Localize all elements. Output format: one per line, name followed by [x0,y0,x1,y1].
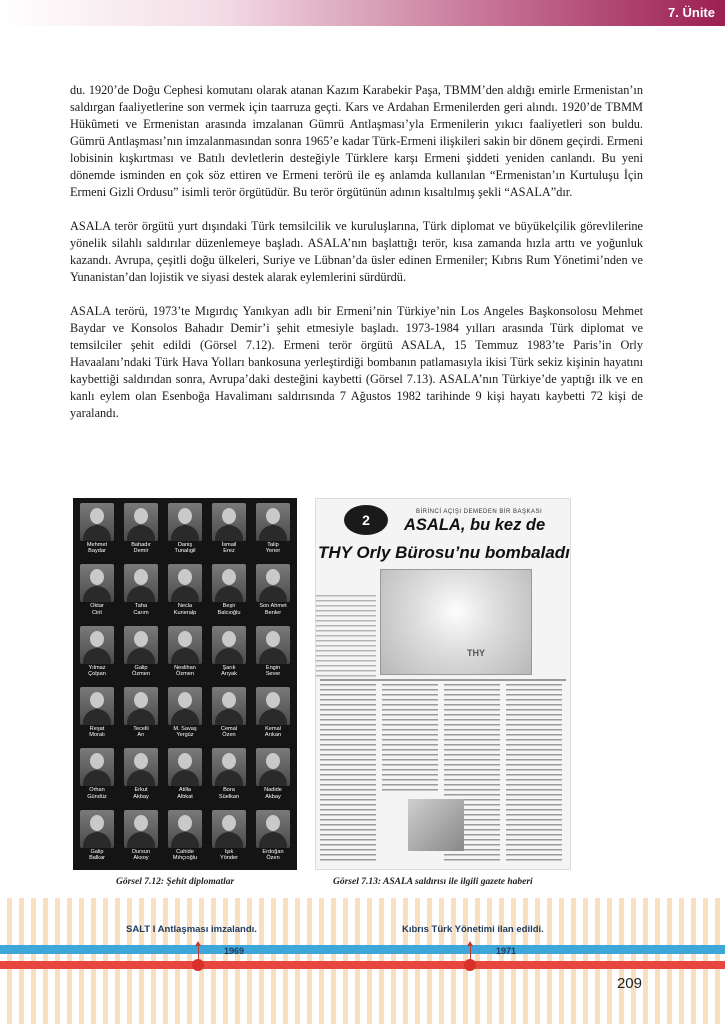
portrait-photo [256,748,290,786]
diplomat-portrait-card [164,746,206,805]
portrait-photo [168,748,202,786]
diplomat-portrait-card [76,808,118,867]
portrait-photo [80,503,114,541]
diplomat-portrait-card [208,624,250,683]
portrait-photo [168,564,202,602]
diplomat-name: Şarık Arıyak [221,664,237,678]
timeline-event-label: SALT I Antlaşması imzalandı. [126,924,257,935]
portrait-photo [256,810,290,848]
newspaper-side-text [316,595,376,677]
caption-fig-7-12: Görsel 7.12: Şehit diplomatlar [116,877,235,887]
portrait-photo [212,748,246,786]
timeline-blue-bar [0,945,725,954]
diplomat-portrait-card [76,685,118,744]
diplomat-name: Daniş Tunalıgil [174,542,196,555]
portrait-photo [124,503,158,541]
diplomat-name: Cemal Özen [220,725,238,739]
portrait-photo [124,810,158,848]
body-text [70,82,643,439]
portrait-photo [124,564,158,602]
portrait-photo [80,564,114,602]
diplomat-name: Orhan Gündüz [87,787,107,800]
portrait-photo [256,687,290,725]
diplomat-portrait-card [208,685,250,744]
diplomat-name: Işık Yönder [219,848,239,862]
diplomat-portrait-card [252,808,294,867]
timeline-marker [464,959,476,971]
diplomat-name: M. Savaş Yergüz [173,725,197,739]
diplomat-name: Necla Kuneralp [173,603,197,616]
diplomat-name: Erkut Akbay [133,787,149,800]
diplomat-portrait-card [252,746,294,805]
timeline-arrow [198,944,199,960]
diplomat-portrait-card [208,562,250,621]
diplomat-portrait-card [164,562,206,621]
timeline-marker [192,959,204,971]
diplomat-portrait-card [120,501,162,560]
timeline-red-bar [0,961,725,969]
diplomat-name: Atilla Altıkat [177,787,193,800]
paragraph: du. 1920’de Doğu Cephesi komutanı olarak atanan Kazım Karabekir Paşa, TBMM’den aldığı emirle Ermenistan’ın saldırgan faaliyetlerine son vermek için taarruza geçti. Kars ve Ardahan Ermenilerden geri alındı. 1920’de TBMM Hükûmeti ve Ermenistan arasında imzalanan Gümrü Antlaşması’yla Ermenilerin yıkıcı faaliyetleri son buldu. Gümrü Antlaşması’nın imzalanmasından sonra 1965’e kadar Türk-Ermeni ilişkileri sakin bir dönem geçirdi. Ermeni lobisinin kışkırtması ve Batılı devletlerin desteğiyle Türklere karşı Ermeni şiddeti yeniden canlandı. Bu yeni dönemde isminden en çok söz ettiren ve Ermeni terörü ile eş anlamda kullanılan “Ermenistan’ın Kurtuluşu İçin Ermeni Gizli Ordusu” isimli terör örgütüdür. Bu terör örgütünün adının kısaltılmış şekli “ASALA”dır. [70,83,643,199]
portrait-photo [212,687,246,725]
portrait-photo [212,626,246,664]
diplomat-portrait-card [120,808,162,867]
diplomat-name: Son Ahmet Benler [259,603,287,616]
diplomat-name: Bora Süelkan [218,787,240,800]
paragraph: ASALA terör örgütü yurt dışındaki Türk temsilcilik ve kuruluşlarına, Türk diplomat ve büyükelçilik görevlilerine yönelik silahlı saldırılar düzenlemeye başladı. ASALA’nın başlattığı terör, kısa zamanda hızla arttı ve yoğunluk kazandı. Avrupa, çeşitli doğu ülkeleri, Suriye ve Lübnan’da üsler edinen Ermeniler; Kıbrıs Rum Yönetimi’nden ve Yunanistan’dan lojistik ve siyasi destek alarak eylemlerini sürdürdü. [70,219,643,284]
newspaper-photo-label: THY [467,648,485,658]
portrait-photo [80,748,114,786]
diplomat-name: Oktar Cirit [90,603,104,616]
newspaper-kicker: BİRİNCİ AÇIŞI DEMEDEN BİR BAŞKASI [416,509,543,515]
portrait-photo [256,503,290,541]
diplomat-portrait-card [120,624,162,683]
portrait-photo [168,687,202,725]
diplomat-portrait-card [208,808,250,867]
portrait-photo [212,503,246,541]
diplomat-name: Galip Balkar [89,848,105,862]
newspaper-badge: 2 [344,505,388,535]
portrait-photo [124,748,158,786]
newspaper-column [320,684,376,864]
timeline-arrow [470,944,471,960]
portrait-photo [256,564,290,602]
diplomat-portrait-card [164,685,206,744]
diplomat-name: Taha Carım [133,603,149,616]
portrait-photo [212,810,246,848]
portrait-photo [256,626,290,664]
diplomat-name: Kemal Arıkan [264,725,282,739]
paragraph: ASALA terörü, 1973’te Mıgırdıç Yanıkyan adlı bir Ermeni’nin Türkiye’nin Los Angeles Başkonsolosu Mehmet Baydar ve Konsolos Bahadır Demir’i şehit etmesiyle başladı. 1973-1984 yılları arasında Türk diplomat ve temsilciler şehit edildi (Görsel 7.12). Ermeni terör örgütü ASALA, 15 Temmuz 1983’te Paris’in Orly Havaalanı’ndaki Türk Hava Yolları bankosuna yerleştirdiği bombanın patlamasıyla ikisi Türk sekiz kişinin hayatını kaybettiği saldırıdan sonra, Avrupa’daki desteğini kaybetti (Görsel 7.13). ASALA’nın Türkiye’de yaptığı ilk ve en kanlı eylem olan Esenboğa Havalimanı saldırısında 7 Ağustos 1982 tarihinde 9 kişi hayatı kaybetti 72 kişi de yaralandı. [70,304,643,420]
diplomat-name: Beşir Balcıoğlu [217,603,241,616]
diplomat-portrait-card [252,624,294,683]
unit-label: 7. Ünite [668,5,715,20]
timeline-event-label: Kıbrıs Türk Yönetimi ilan edildi. [402,924,544,935]
diplomat-name: Bahadır Demir [131,542,151,555]
diplomat-name: Talip Yener [265,542,281,555]
diplomat-name: Mehmet Baydar [86,542,108,555]
newspaper-inset-photo [408,799,464,851]
caption-fig-7-13: Görsel 7.13: ASALA saldırısı ile ilgili gazete haberi [333,877,533,887]
martyr-diplomats-photo-grid [73,498,297,870]
timeline-year: 1969 [224,946,245,956]
diplomat-portrait-card [76,501,118,560]
newspaper-headline-line2: THY Orly Bürosu’nu bombaladı [318,543,570,562]
diplomat-portrait-card [164,808,206,867]
portrait-photo [80,687,114,725]
diplomat-portrait-card [252,501,294,560]
portrait-photo [80,626,114,664]
diplomat-name: Nadide Akbay [264,787,282,800]
diplomat-name: İsmail Erez [221,542,237,555]
diplomat-portrait-card [120,746,162,805]
diplomat-portrait-card [252,685,294,744]
diplomat-portrait-card [208,746,250,805]
diplomat-portrait-card [164,624,206,683]
diplomat-name: Erdoğan Özen [262,848,284,862]
diplomat-name: Tecelli Arı [133,725,149,739]
page-number: 209 [616,975,642,992]
newspaper-headline-line1: ASALA, bu kez de [404,516,546,534]
newspaper-photo [380,569,532,675]
portrait-photo [212,564,246,602]
diplomat-portrait-card [76,562,118,621]
diplomat-portrait-card [120,685,162,744]
top-banner [0,0,725,26]
diplomat-name: Cahide Mıhçıoğlu [172,848,198,862]
newspaper-clipping [315,498,571,870]
diplomat-name: Galip Özmen [131,664,151,678]
portrait-photo [124,687,158,725]
portrait-photo [168,503,202,541]
diplomat-portrait-card [120,562,162,621]
diplomat-portrait-card [208,501,250,560]
diplomat-portrait-card [164,501,206,560]
diplomat-name: Dursun Aksoy [131,848,151,862]
newspaper-rule [320,679,566,681]
portrait-photo [124,626,158,664]
diplomat-portrait-card [76,624,118,683]
diplomat-portrait-card [76,746,118,805]
newspaper-column [382,684,438,794]
diplomat-name: Engin Sever [265,664,281,678]
newspaper-column [506,684,562,864]
portrait-photo [168,810,202,848]
diplomat-portrait-card [252,562,294,621]
diplomat-name: Reşat Moralı [89,725,105,739]
portrait-photo [168,626,202,664]
diplomat-name: Neslihan Özmen [174,664,196,678]
portrait-photo [80,810,114,848]
timeline-year: 1971 [496,946,517,956]
diplomat-name: Yılmaz Çolpan [88,664,106,678]
